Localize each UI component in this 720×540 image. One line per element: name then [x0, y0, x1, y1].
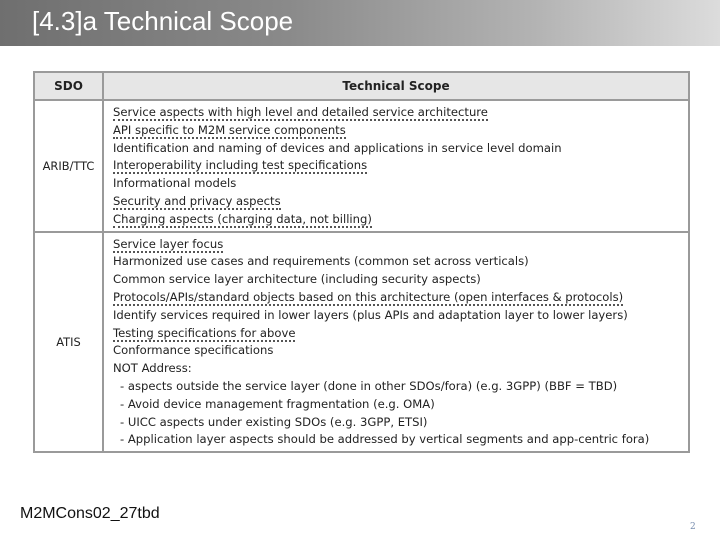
scope-line-text: - Avoid device management fragmentation (e.g. OMA)	[120, 396, 435, 411]
scope-line	[113, 140, 688, 158]
scope-line	[113, 342, 688, 360]
table-header-row	[34, 72, 689, 100]
scope-line	[113, 431, 688, 449]
scope-line-text: Service aspects with high level and detailed service architecture	[113, 105, 488, 119]
page-number: 2	[690, 522, 696, 532]
scope-line-text: Informational models	[113, 176, 237, 191]
scope-line-text: Service layer focus	[113, 236, 224, 251]
scope-line	[113, 122, 688, 140]
scope-line-text: - Application layer aspects should be addressed by vertical segments and app-centric fora)	[120, 432, 650, 447]
scope-line	[113, 271, 688, 289]
scope-line-text: Common service layer architecture (including security aspects)	[113, 272, 481, 287]
scope-cell	[103, 232, 689, 453]
document-id: M2MCons02_27tbd	[20, 505, 160, 522]
scope-line	[113, 175, 688, 193]
sdo-cell: ARIB/TTC	[34, 100, 103, 232]
scope-line	[113, 157, 688, 175]
scope-line-text: NOT Address:	[113, 361, 192, 376]
sdo-cell: ATIS	[34, 232, 103, 453]
scope-line	[113, 289, 688, 307]
scope-line	[113, 325, 688, 343]
scope-line	[113, 307, 688, 325]
scope-line	[113, 378, 688, 396]
scope-line-text: API specific to M2M service components	[113, 122, 346, 137]
scope-line-text: Identify services required in lower layers (plus APIs and adaptation layer to lower layers)	[113, 307, 628, 322]
technical-scope-table	[33, 71, 690, 453]
scope-line-text: Identification and naming of devices and applications in service level domain	[113, 140, 562, 155]
scope-line	[113, 414, 688, 432]
scope-line-text: - UICC aspects under existing SDOs (e.g. 3GPP, ETSI)	[120, 414, 428, 429]
scope-line-text: Protocols/APIs/standard objects based on this architecture (open interfaces & protocols)	[113, 289, 624, 304]
scope-line	[113, 193, 688, 211]
scope-line	[113, 360, 688, 378]
scope-line	[113, 253, 688, 271]
scope-line	[113, 211, 688, 229]
scope-line-text: Security and privacy aspects	[113, 193, 281, 208]
table-row	[34, 100, 689, 232]
slide-title: [4.3]a Technical Scope	[32, 6, 294, 36]
scope-line-text: Harmonized use cases and requirements (common set across verticals)	[113, 254, 529, 269]
scope-line-text: Conformance specifications	[113, 343, 274, 358]
header-sdo: SDO	[34, 72, 103, 100]
scope-line	[113, 104, 688, 122]
scope-line-text: Interoperability including test specifications	[113, 158, 368, 173]
title-bar	[0, 0, 720, 46]
scope-line-text: Charging aspects (charging data, not billing)	[113, 211, 372, 226]
table-body	[34, 100, 689, 452]
scope-line-text: Testing specifications for above	[113, 325, 296, 340]
header-technical-scope: Technical Scope	[103, 72, 689, 100]
table-row	[34, 232, 689, 453]
scope-line	[113, 236, 688, 254]
scope-line	[113, 396, 688, 414]
scope-line-text: - aspects outside the service layer (done in other SDOs/fora) (e.g. 3GPP) (BBF = TBD)	[120, 378, 618, 393]
scope-cell	[103, 100, 689, 232]
